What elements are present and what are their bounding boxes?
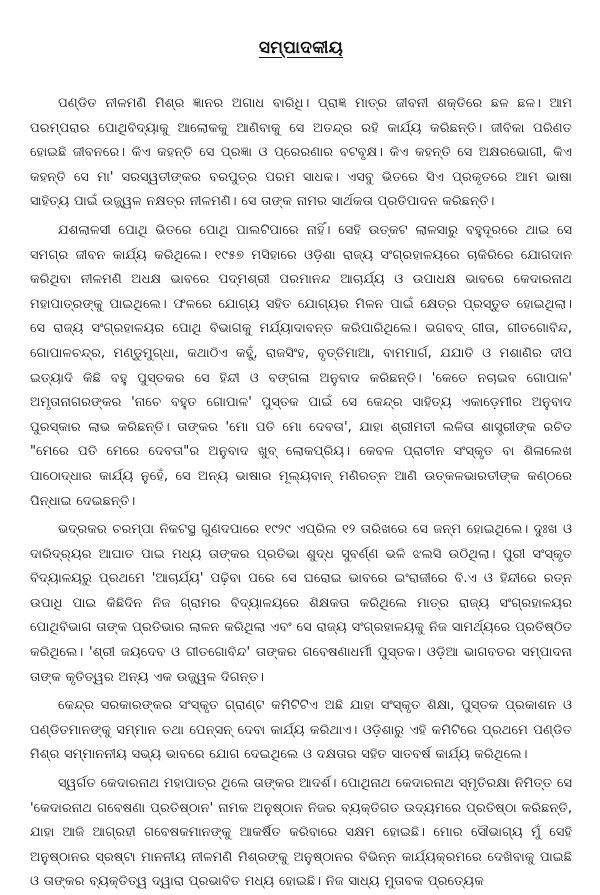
paragraph-3: ଭଦ୍ରକର ଚରମ୍ପା ନିକଟସ୍ଥ ଗୁଣଦପାରେ ୧୯୨୯ ଏପ୍ରିଲ ୧୨ ତାରିଖରେ ସେ ଜନ୍ମ ହୋଇଥିଲେ। ଦୁଃଖ ଓ ଦାରିଦ୍ର୍ୟର ଆଘାତ ପାଇ ମଧ୍ୟ ତାଙ୍କର ପ୍ରତିଭା ଶୁଦ୍ଧ ସୁବର୍ଣ୍ଣ ଭଳି ଝଲସି ଉଠିଥିଲା। ପୁରୀ ସଂସ୍କୃତ ବିଦ୍ୟାଳୟରୁ ପ୍ରଥମେ 'ଆଚାର୍ଯ୍ୟ' ପଢ଼ିବା ପରେ ସେ ଘରୋଇ ଭାବରେ ଇଂରାଜୀରେ ବି.ଏ ଓ ହିନ୍ଦୀରେ ରତ୍ନ ଉପାଧି ପାଇ କିଛିଦିନ ନିଜ ଗ୍ରାମର ବିଦ୍ୟାଳୟରେ ଶିକ୍ଷକତା କରିଥିଲେ ମାତ୍ର ରାଜ୍ୟ ସଂଗ୍ରହାଳୟର ପୋଥିବିଭାଗ ତାଙ୍କ ପ୍ରତିଭାର ଲାଳନ କରିଥିଲା ଏବଂ ସେ ରାଜ୍ୟ ସଂଗ୍ରହାଳୟକୁ ନିଜ ସାମର୍ଥ୍ୟରେ ପ୍ରତିଷ୍ଠିତ କରିଥିଲେ। 'ଶ୍ରୀ ଜୟଦେବ ଓ ଗୀତଗୋବିନ୍ଦ' ତାଙ୍କର ଗବେଷଣାଧର୍ମୀ ପୁସ୍ତକ। ଓଡ଼ିଆ ଭାଗବତର ସମ୍ପାଦନା ତାଙ୍କ କୃତିତ୍ୱର ଅନ୍ୟ ଏକ ଉଜ୍ଜ୍ୱଳ ଦିଗନ୍ତ। bbox=[30, 522, 572, 685]
page-title: ସମ୍ପାଦକୀୟ bbox=[258, 38, 344, 58]
paragraph-1: ପଣ୍ଡିତ ନୀଳମଣି ମିଶ୍ର ଜ୍ଞାନର ଅଗାଧ ବାରିଧି। ପ୍ରାଜ୍ଞ ମାତ୍ର ଜୀବନୀ ଶକ୍ତିରେ ଛଳ ଛଳ। ଆମ ପରମ୍ପରାର ପୋଥିବିଦ୍ୟାକୁ ଆଲୋକକୁ ଆଣିବାକୁ ସେ ଅତନ୍ଦ୍ର ରହି କାର୍ଯ୍ୟ କରିଛନ୍ତି। ଜୀବିକା ପରିଣତ ହୋଇଛି ଜୀବନରେ। କିଏ କହନ୍ତି ସେ ପ୍ରଜ୍ଞା ଓ ପ୍ରେରଣାର ବଟବୃକ୍ଷ। କିଏ କହନ୍ତି ସେ ଅକ୍ଷରଭୋଗୀ, କିଏ କହନ୍ତି ସେ ମା' ସରସ୍ୱତୀଙ୍କର ବରପୁତ୍ର ପରମ ସାଧକ। ଏସବୁ ଭିତରେ ସିଏ ପ୍ରକୃତରେ ଆମ ଭାଷା ସାହିତ୍ୟ ପାଇଁ ଉଜ୍ଜ୍ୱଳ ନକ୍ଷତ୍ର ନୀଳମଣି। ସେ ତାଙ୍କ ନାମର ସାର୍ଥକତା ପ୍ରତିପାଦନ କରିଛନ୍ତି। bbox=[30, 96, 572, 210]
paragraph-4: କେନ୍ଦ୍ର ସରକାରଙ୍କର ସଂସ୍କୃତ ଗ୍ରାଣ୍ଟ କମିଟିଟିଏ ଅଛି ଯାହା ସଂସ୍କୃତ ଶିକ୍ଷା, ପୁସ୍ତକ ପ୍ରକାଶନ ଓ ପଣ୍ଡିତମାନଙ୍କୁ ସମ୍ମାନ ତଥା ପେନ୍‌ସନ୍ ଦେବା କାର୍ଯ୍ୟ କରିଥାଏ। ଓଡ଼ିଶାରୁ ଏହି କମିଟିରେ ପ୍ରଥମେ ପଣ୍ଡିତ ମିଶ୍ର ସମ୍ମାନନୀୟ ସଭ୍ୟ ଭାବରେ ଯୋଗ ଦେଇଥିଲେ ଓ ଦକ୍ଷତାର ସହିତ ସାତବର୍ଷ କାର୍ଯ୍ୟ କରିଥିଲେ। bbox=[30, 698, 572, 763]
paragraph-5: ସ୍ୱର୍ଗତ କେଦାରନାଥ ମହାପାତ୍ର ଥିଲେ ତାଙ୍କର ଆଦର୍ଶ। ପୋଥିନାଥ କେଦାରନାଥ ସ୍ମୃତିରକ୍ଷା ନିମିତ୍ତ ସେ 'କେଦାରନାଥ ଗବେଷଣା ପ୍ରତିଷ୍ଠାନ' ନାମକ ଅନୁଷ୍ଠାନ ନିଜର ବ୍ୟକ୍ତିଗତ ଉଦ୍ୟମରେ ପ୍ରତିଷ୍ଠା କରିଛନ୍ତି, ଯାହା ଆଜି ଆଗ୍ରହୀ ଗବେଷକମାନଙ୍କୁ ଆକର୍ଷିତ କରିବାରେ ସକ୍ଷମ ହୋଇଛି। ମୋର ସୌଭାଗ୍ୟ ମୁଁ ସେହି ଅନୁଷ୍ଠାନର ସ୍ରଷ୍ଟା ମାନନୀୟ ନୀଳମଣି ମିଶ୍ରଙ୍କୁ ଅନୁଷ୍ଠାନର ବିଭିନ୍ନ କାର୍ଯ୍ୟକ୍ରମରେ ଦେଖିବାକୁ ପାଇଛି ଓ ତାଙ୍କର ବ୍ୟକ୍ତିତ୍ୱ ଦ୍ୱାରା ପ୍ରଭାବିତ ମଧ୍ୟ ହୋଇଛି। ନିଜ ସାଧ୍ୟ ମୁତାବକ ପ୍ରତ୍ୟେକ bbox=[30, 776, 572, 890]
paragraph-2: ଯଶଲାଳସୀ ପୋଥି ଭିତରେ ପୋଥି ପାଲଟିପାରେ ନାହିଁ। ସେହି ଉତ୍କଟ ଲାଳସାରୁ ବହୁଦୂରରେ ଥାଇ ସେ ସମଗ୍ର ଜୀବନ କାର୍ଯ୍ୟ କରିଥିଲେ। ୧୯୫୭ ମସିହାରେ ଓଡ଼ିଶା ରାଜ୍ୟ ସଂଗ୍ରହାଳୟରେ ଚାକିରିରେ ଯୋଗଦାନ କରିଥିବା ନୀଳମଣି ଅଧକ୍ଷ ଭାବରେ ପଦ୍ମଶ୍ରୀ ପରମାନନ୍ଦ ଆଚାର୍ଯ୍ୟ ଓ ଉପାଧକ୍ଷ ଭାବରେ କେଦାରନାଥ ମହାପାତ୍ରଙ୍କୁ ପାଇଥିଲେ। ଫଳରେ ଯୋଗ୍ୟ ସହିତ ଯୋଗ୍ୟର ମିଳନ ପାଇଁ କ୍ଷେତ୍ର ପ୍ରସ୍ତୁତ ହୋଇଥିଲା। ସେ ରାଜ୍ୟ ସଂଗ୍ରହାଳୟର ପୋଥି ବିଭାଗକୁ ମର୍ଯ୍ୟାଦାବନ୍ତ କରିପାରିଥିଲେ। ଭଗବଦ୍ ଗୀତା, ଗୀତଗୋବିନ୍ଦ, ଗୋପାଳଚନ୍ଦ୍ର, ମଣ୍ଡୁମୁଗ୍‌ଧା, କଥାଠିଏ କହୁଁ, ରାଜସିଂହ, ବୃତ୍ତିମାଆ, ବାମମାର୍ଗ, ଯଯାତି ଓ ମଶାଣିର ଦୀପ ଇତ୍ୟାଦି କିଛି ବହୁ ପୁସ୍ତକର ସେ ହିନ୍ଦୀ ଓ ବଙ୍ଗଳା ଅନୁବାଦ କରିଛନ୍ତି। 'କେତେ ନଚାଇବ ଗୋପାଳ' ଅମୃତାନାଗରଙ୍କର 'ନାଚେ ବହୁତ ଗୋପାଳ' ପୁସ୍ତକ ପାଇଁ ସେ କେନ୍ଦ୍ର ସାହିତ୍ୟ ଏକାଡ଼େମୀର ଅନୁବାଦ ପୁରସ୍କାର ଲାଭ କରିଛନ୍ତି। ତାଙ୍କର 'ମୋ ପତି ମୋ ଦେବତା', ଯାହା ଶ୍ରୀମତୀ ଲଳିତା ଶାସ୍ତ୍ରୀଙ୍କ ରଚିତ "ମେରେ ପତି ମେରେ ଦେବତା"ର ଅନୁବାଦ ଖୁବ୍ ଲୋକପ୍ରିୟ। କେବଳ ପ୍ରାଚୀନ ସଂସ୍କୃତ ବା ଶିଳାଲେଖ ପାଠୋଦ୍ଧାର କାର୍ଯ୍ୟ ନୁହେଁ, ସେ ଅନ୍ୟ ଭାଷାର ମୂଲ୍ୟବାନ୍ ମଣିରତ୍ନ ଆଣି ଉତ୍କଳଭାରତୀଙ୍କ କଣ୍ଠରେ ପିନ୍ଧାଇ ଦେଇଛନ୍ତି। bbox=[30, 222, 573, 509]
